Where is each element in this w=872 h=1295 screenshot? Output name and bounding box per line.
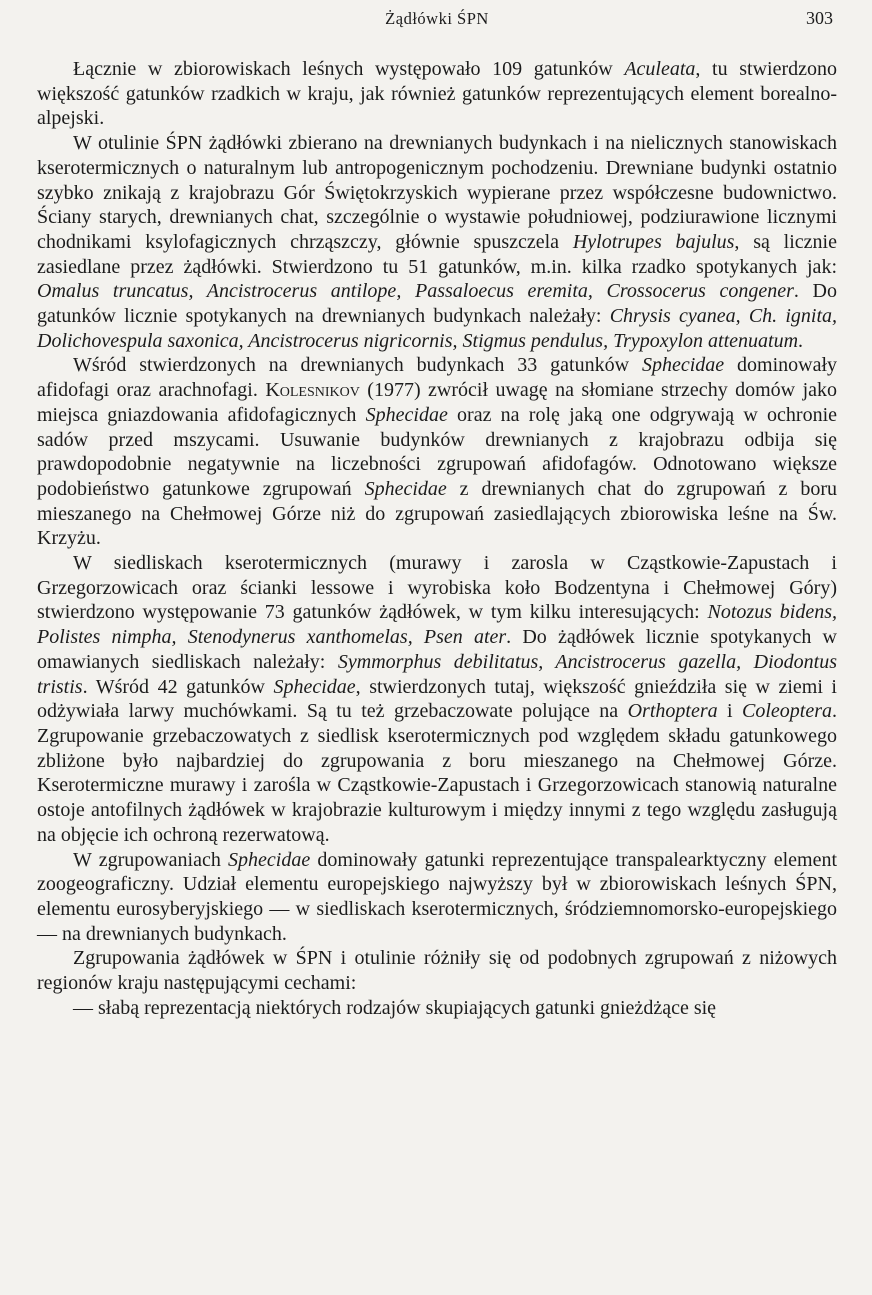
paragraph [37,848,837,947]
text-run: . Zgrupowanie grzebaczowatych z siedlisk kserotermicznych pod względem składu gatunkowego zbliżone było najbardziej do zgrupowania z boru mieszanego na Chełmowej Górze. Kserotermiczne murawy i zarośla w Cząstkowie-Zapustach i Grzegorzowicach stanowią naturalne ostoje antofilnych żądłówek w krajobrazie kulturowym i między innymi z tego względu zasługują na objęcie ich ochroną rezerwatową. [37,700,837,846]
text-run: . Do żądłówek licznie spotykanych w omawianych siedliskach należały: [37,626,837,673]
text-run: — słabą reprezentacją niektórych rodzajów skupiających gatunki gnieżdżące się [73,996,717,1019]
italic-term: Aculeata [624,58,696,80]
text-run: . [798,329,804,352]
paragraph [37,57,837,131]
text-run: W siedliskach kserotermicznych (murawy i zarosla w Cząstkowie-Zapustach i Grzegorzowicach oraz ścianki lessowe i wyrobiska koło Bodzentyna i Chełmowej Góry) stwierdzono występowanie 73 gatunków żądłówek, w tym kilku interesujących: [37,552,837,624]
text-run: , tu stwierdzono większość gatunków rzadkich w kraju, jak również gatunków reprezentujących element borealno-alpejski. [37,58,837,130]
text-run: Wśród stwierdzonych na drewnianych budynkach 33 gatunków [73,354,642,377]
text-run: . Wśród 42 gatunków [82,675,274,698]
text-run: (1977) zwrócił uwagę na słomiane strzechy domów jako miejsca gniazdowania afidofagicznych [37,379,837,426]
italic-term: Symmorphus debilitatus, Ancistrocerus gazella, Diodontus tristis [37,650,837,698]
italic-term: Chrysis cyanea, Ch. ignita, Dolichovespula saxonica, Ancistrocerus nigricornis, Stigmus pendulus, Trypoxylon attenuatum [37,305,838,352]
text-run: i [717,700,742,723]
italic-term: Notozus bidens, Polistes nimpha, Stenodynerus xanthomelas, Psen ater [37,601,838,649]
paragraph [37,353,837,551]
text-run: , stwierdzonych tutaj, większość gnieździła się w ziemi i odżywiała larwy muchówkami. Są tu też grzebaczowate polujące na [37,675,837,723]
body-text [37,57,837,1020]
text-run: Łącznie w zbiorowiskach leśnych występowało 109 gatunków [73,58,625,80]
text-run: dominowały afidofagi oraz arachnofagi. [37,354,837,402]
author-name: Kolesnikov [265,379,360,402]
italic-term: Sphecidae [273,675,356,698]
italic-term: Hylotrupes bajulus [572,230,735,253]
italic-term: Sphecidae [365,403,448,426]
paragraph [37,996,837,1021]
text-run: W otulinie ŚPN żądłówki zbierano na drewnianych budynkach i na nielicznych stanowiskach kserotermicznych o naturalnym lub antropogenicznym pochodzeniu. Drewniane budynki ostatnio szybko znikają z krajobrazu Gór Świętokrzyskich wypierane przez współczesne budownictwo. Ściany starych, drewnianych chat, szczególnie o wystawie południowej, podziurawione licznymi chodnikami ksylofagicznych chrząszczy, głównie spuszczela [37,132,837,253]
text-run: , są licznie zasiedlane przez żądłówki. Stwierdzono tu 51 gatunków, m.in. kilka rzadko spotykanych jak: [37,230,837,278]
text-run: dominowały gatunki reprezentujące transpalearktyczny element zoogeograficzny. Udział elementu europejskiego najwyższy był w zbiorowiskach leśnych ŚPN, elementu eurosyberyjskiego — w siedliskach kserotermicznych, śródziemnomorsko-europejskiego — na drewnianych budynkach. [37,848,838,945]
italic-term: Orthoptera [627,700,718,723]
italic-term: Sphecidae [228,848,311,871]
document-page [37,0,837,1295]
text-run: oraz na rolę jaką one odgrywają w ochronie sadów przed mszycami. Usuwanie budynków drewnianych z krajobrazu odbija się prawdopodobnie negatywnie na liczebności zgrupowań afidofagów. Odnotowano większe podobieństwo gatunkowe zgrupowań [37,403,838,500]
text-run: W zgrupowaniach [73,848,229,871]
paragraph [37,131,837,353]
running-head [37,0,837,38]
paragraph [37,551,837,847]
text-run: . Do gatunków licznie spotykanych na drewnianych budynkach należały: [37,280,837,328]
italic-term: Coleoptera [742,700,832,723]
running-title: Żądłówki ŚPN [385,9,489,28]
italic-term: Sphecidae [641,354,725,377]
text-run: Zgrupowania żądłówek w ŚPN i otulinie różniły się od podobnych zgrupowań z niżowych regionów kraju następującymi cechami: [37,947,837,995]
page-number: 303 [806,8,833,28]
italic-term: Omalus truncatus, Ancistrocerus antilope, Passaloecus eremita, Crossocerus congener [37,280,794,303]
text-run: z drewnianych chat do zgrupowań z boru mieszanego na Chełmowej Górze niż do zgrupowań zasiedlających zbiorowiska leśne na Św. Krzyżu. [37,477,837,550]
italic-term: Sphecidae [364,477,447,500]
paragraph [37,946,837,995]
